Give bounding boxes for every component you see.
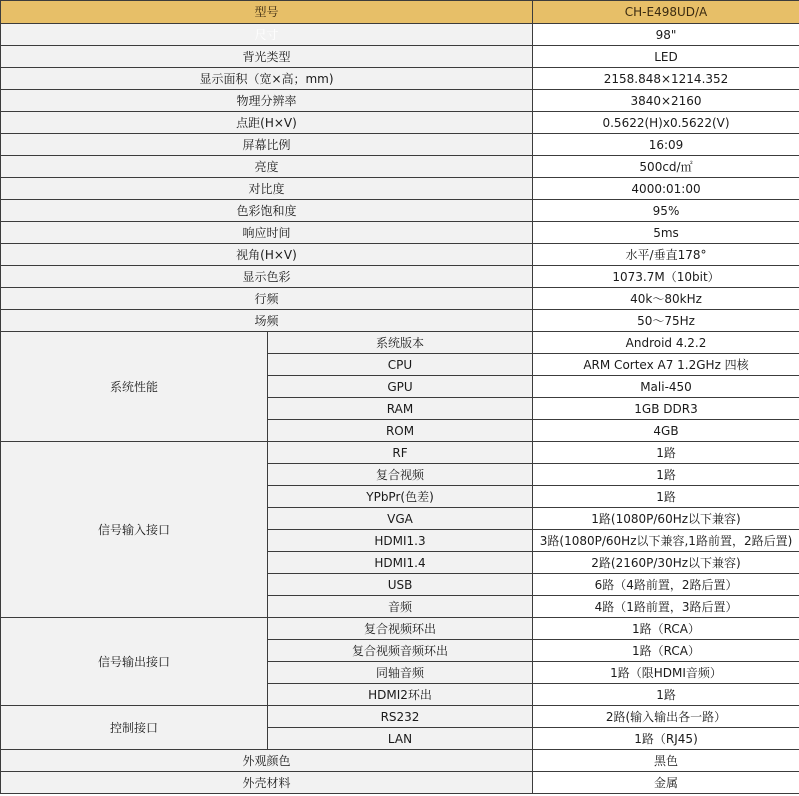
table-row <box>1 310 799 332</box>
spec-label: 外壳材料 <box>1 772 533 794</box>
spec-sub-label: RS232 <box>268 706 533 728</box>
spec-label: 屏幕比例 <box>1 134 533 156</box>
table-row <box>1 222 799 244</box>
spec-value: 1路 <box>533 684 799 706</box>
spec-value: 2路(输入输出各一路） <box>533 706 799 728</box>
spec-label: 背光类型 <box>1 46 533 68</box>
spec-label: 视角(H×V) <box>1 244 533 266</box>
spec-sub-label: LAN <box>268 728 533 750</box>
spec-value: 4000:01:00 <box>533 178 799 200</box>
table-row <box>1 68 799 90</box>
spec-label: 场频 <box>1 310 533 332</box>
spec-label: 显示面积（宽×高；mm) <box>1 68 533 90</box>
header-label: 型号 <box>1 1 533 24</box>
spec-value: Android 4.2.2 <box>533 332 799 354</box>
spec-value: 4路（1路前置，3路后置） <box>533 596 799 618</box>
spec-sub-label: VGA <box>268 508 533 530</box>
spec-value: 3840×2160 <box>533 90 799 112</box>
spec-value: 0.5622(H)x0.5622(V) <box>533 112 799 134</box>
spec-sub-label: HDMI1.3 <box>268 530 533 552</box>
spec-sub-label: 复合视频环出 <box>268 618 533 640</box>
table-row <box>1 706 799 728</box>
table-row <box>1 90 799 112</box>
group-label: 系统性能 <box>1 332 268 442</box>
spec-value: 金属 <box>533 772 799 794</box>
spec-value: 1路（RCA） <box>533 618 799 640</box>
spec-value: 1路（RCA） <box>533 640 799 662</box>
group-label: 控制接口 <box>1 706 268 750</box>
header-model-value: CH-E498UD/A <box>533 1 799 24</box>
spec-label: 物理分辨率 <box>1 90 533 112</box>
spec-label: 行频 <box>1 288 533 310</box>
spec-table-body <box>1 1 799 794</box>
table-row <box>1 24 799 46</box>
spec-label: 对比度 <box>1 178 533 200</box>
spec-sub-label: CPU <box>268 354 533 376</box>
table-row <box>1 112 799 134</box>
spec-value: 4GB <box>533 420 799 442</box>
spec-value: LED <box>533 46 799 68</box>
table-row <box>1 288 799 310</box>
table-row <box>1 156 799 178</box>
spec-value: 水平/垂直178° <box>533 244 799 266</box>
spec-sub-label: RAM <box>268 398 533 420</box>
spec-value: 1路 <box>533 486 799 508</box>
spec-sub-label: GPU <box>268 376 533 398</box>
spec-label: 亮度 <box>1 156 533 178</box>
spec-value: 2路(2160P/30Hz以下兼容) <box>533 552 799 574</box>
spec-value: 500cd/㎡ <box>533 156 799 178</box>
table-row <box>1 134 799 156</box>
spec-value: Mali-450 <box>533 376 799 398</box>
table-row <box>1 244 799 266</box>
spec-value: 95% <box>533 200 799 222</box>
spec-sub-label: 复合视频 <box>268 464 533 486</box>
spec-sub-label: 音频 <box>268 596 533 618</box>
spec-value: 黑色 <box>533 750 799 772</box>
spec-label: 外观颜色 <box>1 750 533 772</box>
table-header-row <box>1 1 799 24</box>
spec-value: 40k～80kHz <box>533 288 799 310</box>
spec-value: ARM Cortex A7 1.2GHz 四核 <box>533 354 799 376</box>
spec-value: 1路 <box>533 442 799 464</box>
spec-sub-label: RF <box>268 442 533 464</box>
spec-sub-label: HDMI2环出 <box>268 684 533 706</box>
table-row <box>1 332 799 354</box>
spec-sub-label: USB <box>268 574 533 596</box>
spec-value: 1GB DDR3 <box>533 398 799 420</box>
spec-value: 98" <box>533 24 799 46</box>
table-row <box>1 442 799 464</box>
spec-sub-label: YPbPr(色差) <box>268 486 533 508</box>
spec-value: 1路（限HDMI音频） <box>533 662 799 684</box>
spec-sub-label: HDMI1.4 <box>268 552 533 574</box>
spec-label: 显示色彩 <box>1 266 533 288</box>
spec-value: 3路(1080P/60Hz以下兼容,1路前置，2路后置) <box>533 530 799 552</box>
spec-value: 1路(1080P/60Hz以下兼容) <box>533 508 799 530</box>
spec-value: 50～75Hz <box>533 310 799 332</box>
spec-value: 16:09 <box>533 134 799 156</box>
spec-sub-label: ROM <box>268 420 533 442</box>
spec-value: 6路（4路前置，2路后置） <box>533 574 799 596</box>
table-row <box>1 772 799 794</box>
spec-value: 5ms <box>533 222 799 244</box>
spec-label: 响应时间 <box>1 222 533 244</box>
spec-value: 2158.848×1214.352 <box>533 68 799 90</box>
spec-sub-label: 同轴音频 <box>268 662 533 684</box>
spec-label: 尺寸 <box>1 24 533 46</box>
spec-sub-label: 复合视频音频环出 <box>268 640 533 662</box>
table-row <box>1 266 799 288</box>
spec-value: 1路（RJ45) <box>533 728 799 750</box>
table-row <box>1 200 799 222</box>
spec-value: 1路 <box>533 464 799 486</box>
spec-value: 1073.7M（10bit） <box>533 266 799 288</box>
table-row <box>1 750 799 772</box>
group-label: 信号输出接口 <box>1 618 268 706</box>
table-row <box>1 618 799 640</box>
spec-sub-label: 系统版本 <box>268 332 533 354</box>
spec-label: 点距(H×V) <box>1 112 533 134</box>
table-row <box>1 178 799 200</box>
table-row <box>1 46 799 68</box>
group-label: 信号输入接口 <box>1 442 268 618</box>
spec-label: 色彩饱和度 <box>1 200 533 222</box>
